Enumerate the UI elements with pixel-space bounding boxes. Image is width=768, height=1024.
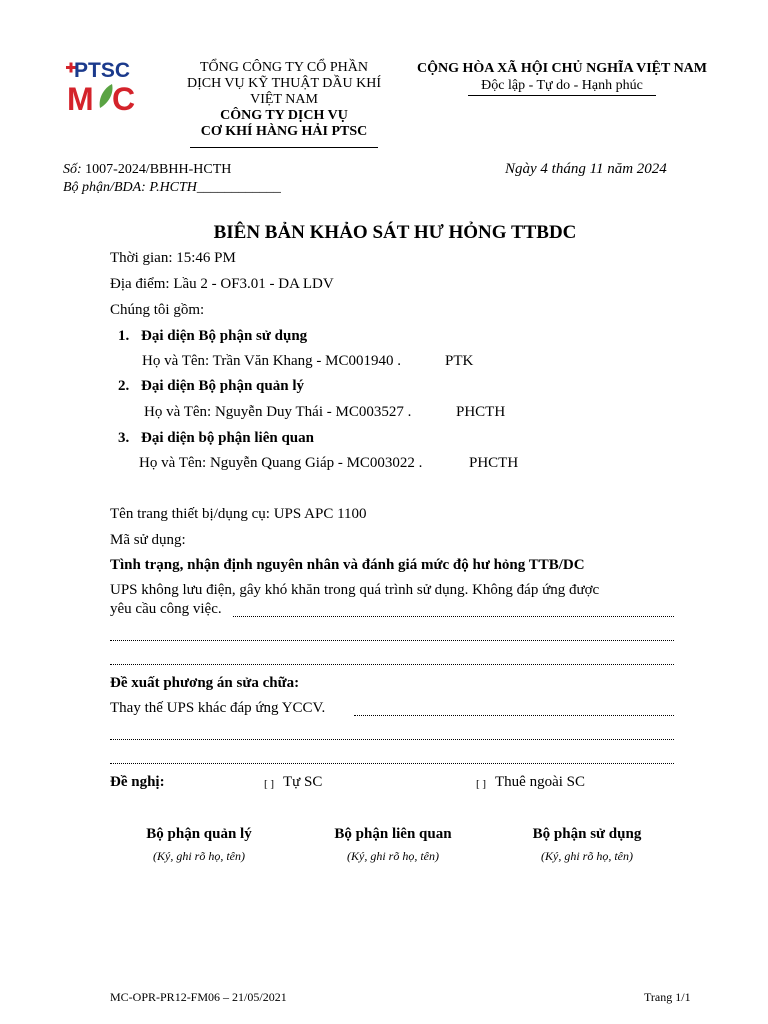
rep-3-heading: Đại diện bộ phận liên quan [141,430,314,446]
logo-top-text: PTSC [74,59,131,82]
rep-2-heading: Đại diện Bộ phận quản lý [141,378,304,394]
rep-2-person: Họ và Tên: Nguyễn Duy Thái - MC003527 . [144,404,412,420]
document-number-value: 1007-2024/BBHH-HCTH [85,162,232,177]
document-number-label: Số: [63,162,82,177]
meeting-time: Thời gian: 15:46 PM [110,250,236,266]
condition-fill-line-1 [233,616,674,617]
signature-management [99,826,299,864]
meeting-place: Địa điểm: Lầu 2 - OF3.01 - DA LDV [110,276,334,292]
condition-fill-line-2 [110,640,674,641]
document-number [63,162,231,178]
condition-line-1: UPS không lưu điện, gây khó khăn trong quá trình sử dụng. Không đáp ứng được [110,582,600,598]
outsource-repair-checkbox[interactable]: [ ] [476,778,487,790]
signature-management-title: Bộ phận quản lý [146,826,252,842]
ptsc-mc-logo-graphic [64,58,156,114]
proposal-fill-line-2 [110,739,674,740]
issuer-block [168,60,400,148]
proposal-heading: Đề xuất phương án sửa chữa: [110,675,300,691]
device-name: Tên trang thiết bị/dụng cụ: UPS APC 1100 [110,506,367,522]
document-date: Ngày 4 tháng 11 năm 2024 [505,161,667,177]
rep-1-number: 1. [118,328,130,344]
document-title: BIÊN BẢN KHẢO SÁT HƯ HỎNG TTBDC [213,222,577,243]
outsource-repair-label: Thuê ngoài SC [495,774,585,790]
device-code: Mã sử dụng: [110,532,186,548]
issuer-line-4: CÔNG TY DỊCH VỤ [220,108,348,123]
proposal-fill-line-3 [110,763,674,764]
proposal-fill-line-1 [354,715,674,716]
rep-3-person: Họ và Tên: Nguyễn Quang Giáp - MC003022 . [139,455,423,471]
rep-3-number: 3. [118,430,130,446]
signature-management-note: (Ký, ghi rõ họ, tên) [153,849,245,863]
company-logo [64,58,156,114]
logo-m-letter: M [67,81,94,114]
issuer-line-5: CƠ KHÍ HÀNG HẢI PTSC [200,124,368,139]
rep-1-person: Họ và Tên: Trần Văn Khang - MC001940 . [142,353,402,369]
rep-3-dept: PHCTH [469,455,519,471]
proposal-text: Thay thế UPS khác đáp ứng YCCV. [110,700,326,716]
department-line: Bộ phận/BDA: P.HCTH____________ [63,180,281,195]
page-number: Trang 1/1 [644,990,691,1004]
national-motto-block [398,60,726,96]
signature-user-note: (Ký, ghi rõ họ, tên) [541,849,633,863]
self-repair-label: Tự SC [283,774,323,790]
members-intro: Chúng tôi gồm: [110,302,205,318]
signature-user [487,826,687,864]
signature-related-note: (Ký, ghi rõ họ, tên) [347,849,439,863]
rep-1-heading: Đại diện Bộ phận sử dụng [141,328,308,344]
motto: Độc lập - Tự do - Hạnh phúc [481,78,643,93]
condition-line-2: yêu cầu công việc. [110,601,222,617]
rep-2-number: 2. [118,378,130,394]
request-label: Đề nghị: [110,774,165,790]
condition-fill-line-3 [110,664,674,665]
country-name: CỘNG HÒA XÃ HỘI CHỦ NGHĨA VIỆT NAM [416,61,707,76]
signature-related [293,826,493,864]
condition-heading: Tình trạng, nhận định nguyên nhân và đánh giá mức độ hư hỏng TTB/DC [110,557,585,573]
signature-user-title: Bộ phận sử dụng [532,826,642,842]
signature-related-title: Bộ phận liên quan [334,826,452,842]
logo-c-letter: C [112,81,136,114]
issuer-line-2: DỊCH VỤ KỸ THUẬT DẦU KHÍ [186,76,382,91]
rep-2-dept: PHCTH [456,404,506,420]
motto-underline [468,95,656,96]
issuer-line-3: VIỆT NAM [250,92,318,107]
leaf-icon [100,84,113,108]
rep-1-dept: PTK [445,353,474,369]
form-code: MC-OPR-PR12-FM06 – 21/05/2021 [110,990,287,1004]
issuer-line-1: TỔNG CÔNG TY CỔ PHẦN [199,60,368,75]
issuer-underline [190,147,378,148]
self-repair-checkbox[interactable]: [ ] [264,778,275,790]
